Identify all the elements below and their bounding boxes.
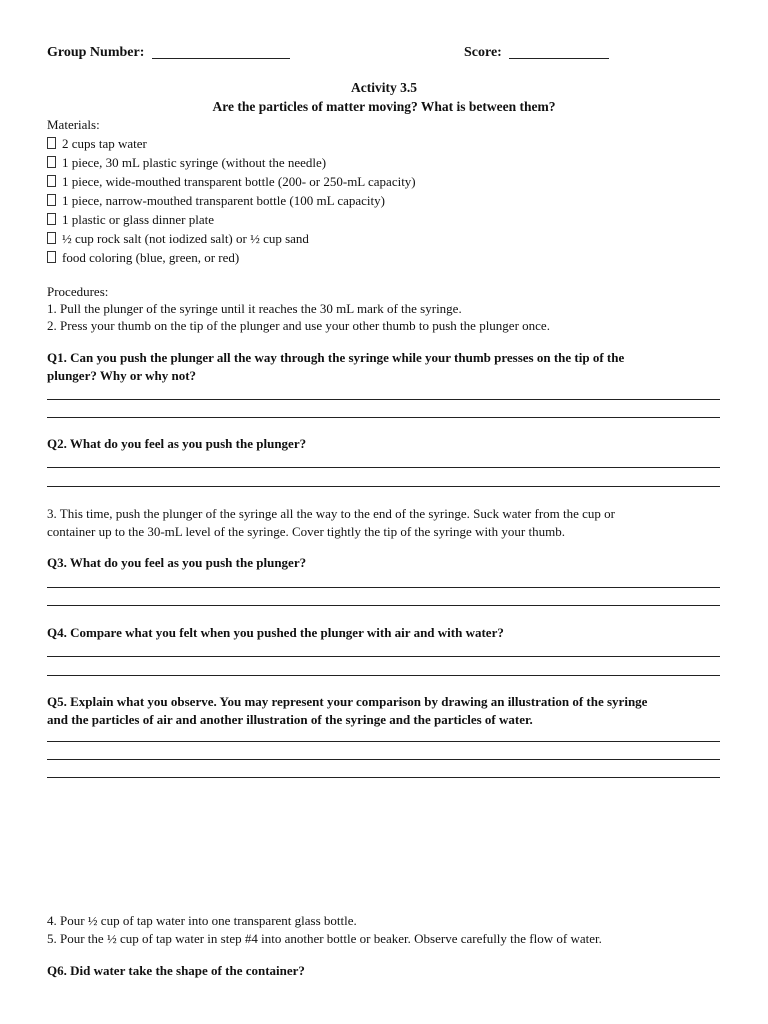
group-number-field xyxy=(47,44,290,61)
checkbox-icon xyxy=(47,232,56,244)
answer-line[interactable] xyxy=(47,587,720,588)
answer-line[interactable] xyxy=(47,486,720,487)
question-5-line-1: Q5. Explain what you observe. You may represent your comparison by drawing an illustration of the syringe xyxy=(47,694,648,709)
drawing-area[interactable] xyxy=(47,790,720,905)
material-item: 1 piece, narrow-mouthed transparent bottle (100 mL capacity) xyxy=(47,191,385,210)
answer-line[interactable] xyxy=(47,417,720,418)
question-2: Q2. What do you feel as you push the plunger? xyxy=(47,436,307,451)
question-1-line-2: plunger? Why or why not? xyxy=(47,368,197,383)
material-item: 1 piece, wide-mouthed transparent bottle (200- or 250-mL capacity) xyxy=(47,172,416,191)
score-field xyxy=(464,44,609,61)
checkbox-icon xyxy=(47,175,56,187)
material-item: food coloring (blue, green, or red) xyxy=(47,248,239,267)
question-3: Q3. What do you feel as you push the plunger? xyxy=(47,555,307,570)
checkbox-icon xyxy=(47,213,56,225)
answer-line[interactable] xyxy=(47,605,720,606)
score-label: Score: xyxy=(464,45,502,60)
question-6: Q6. Did water take the shape of the container? xyxy=(47,963,305,978)
activity-title: Are the particles of matter moving? What is between them? xyxy=(212,99,556,114)
material-item: ½ cup rock salt (not iodized salt) or ½ cup sand xyxy=(47,229,309,248)
group-number-blank[interactable] xyxy=(152,44,290,59)
procedure-step-3-line-2: container up to the 30-mL level of the syringe. Cover tightly the tip of the syringe with your thumb. xyxy=(47,524,565,539)
checkbox-icon xyxy=(47,194,56,206)
procedure-step-2: 2. Press your thumb on the tip of the plunger and use your other thumb to push the plunger once. xyxy=(47,318,550,333)
answer-line[interactable] xyxy=(47,741,720,742)
material-item: 2 cups tap water xyxy=(47,134,147,153)
answer-line[interactable] xyxy=(47,777,720,778)
answer-line[interactable] xyxy=(47,467,720,468)
materials-heading: Materials: xyxy=(47,117,100,132)
checkbox-icon xyxy=(47,156,56,168)
question-1-line-1: Q1. Can you push the plunger all the way through the syringe while your thumb presses on the tip of the xyxy=(47,350,625,365)
procedure-step-3-line-1: 3. This time, push the plunger of the syringe all the way to the end of the syringe. Suck water from the cup or xyxy=(47,506,616,521)
group-number-label: Group Number: xyxy=(47,45,145,60)
material-item: 1 piece, 30 mL plastic syringe (without the needle) xyxy=(47,153,326,172)
checkbox-icon xyxy=(47,137,56,149)
procedure-step-4: 4. Pour ½ cup of tap water into one transparent glass bottle. xyxy=(47,913,357,928)
answer-line[interactable] xyxy=(47,759,720,760)
score-blank[interactable] xyxy=(509,44,609,59)
question-5-line-2: and the particles of air and another illustration of the syringe and the particles of water. xyxy=(47,712,533,727)
question-4: Q4. Compare what you felt when you pushed the plunger with air and with water? xyxy=(47,625,504,640)
checkbox-icon xyxy=(47,251,56,263)
procedure-step-5: 5. Pour the ½ cup of tap water in step #4 into another bottle or beaker. Observe carefully the flow of water. xyxy=(47,931,602,946)
procedures-heading: Procedures: xyxy=(47,284,109,299)
material-item: 1 plastic or glass dinner plate xyxy=(47,210,214,229)
activity-number: Activity 3.5 xyxy=(351,80,417,95)
answer-line[interactable] xyxy=(47,675,720,676)
answer-line[interactable] xyxy=(47,656,720,657)
procedure-step-1: 1. Pull the plunger of the syringe until it reaches the 30 mL mark of the syringe. xyxy=(47,301,462,316)
answer-line[interactable] xyxy=(47,399,720,400)
